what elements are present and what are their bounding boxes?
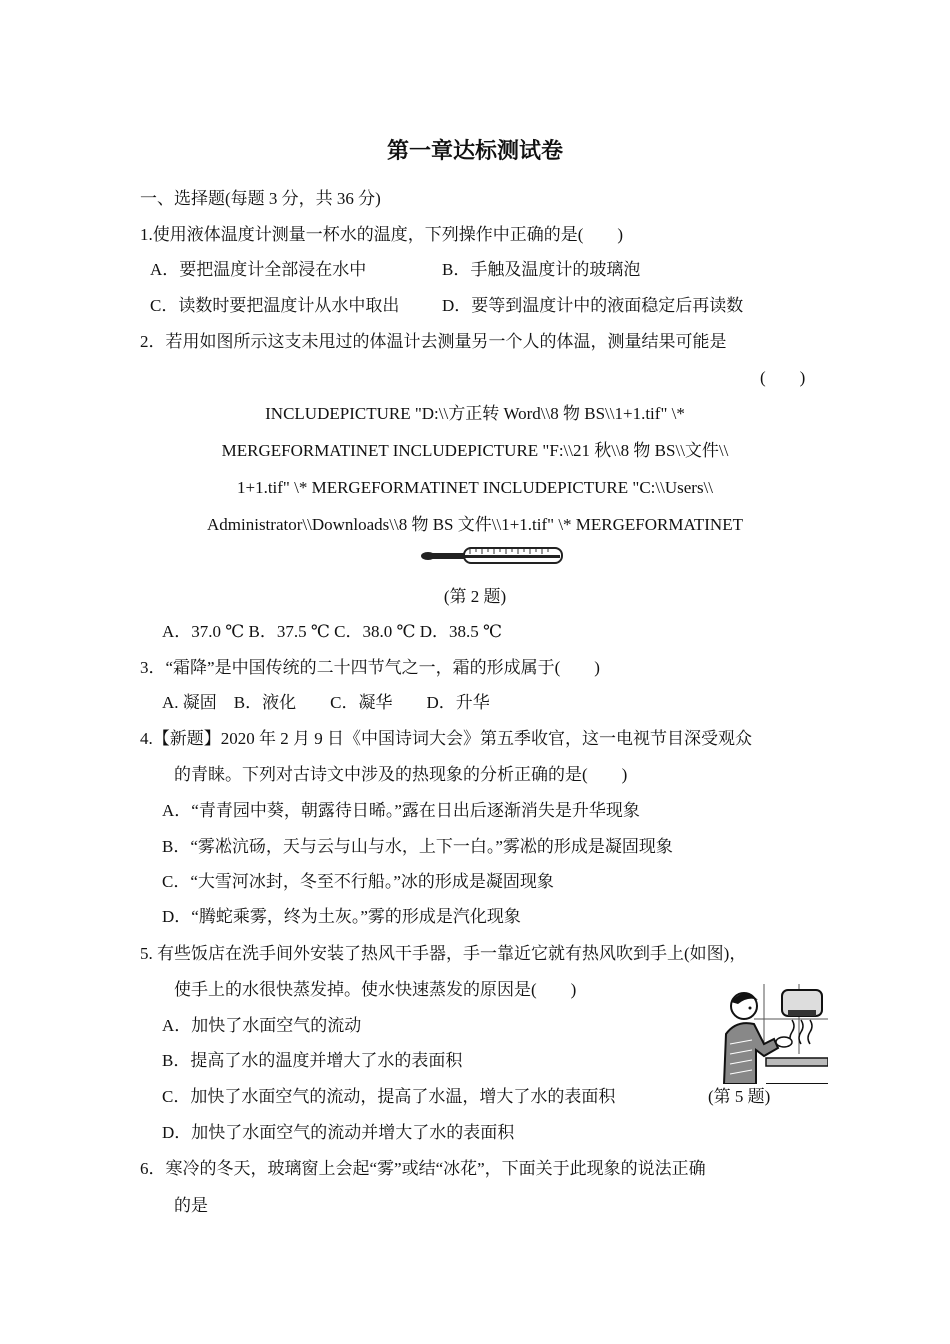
q4-option-d: D．“腾蛇乘雾，终为土灰。”雾的形成是汽化现象 (162, 907, 521, 926)
q1-option-a: A．要把温度计全部浸在水中 (150, 260, 367, 279)
q3-stem: 3．“霜降”是中国传统的二十四节气之一，霜的形成属于( ) (140, 658, 600, 677)
q5-stem-cont: 使手上的水很快蒸发掉。使水快速蒸发的原因是( ) (174, 980, 577, 999)
q2-include-line: Administrator\\Downloads\\8 物 BS 文件\\1+1.tif" \* MERGEFORMATINET (207, 515, 743, 534)
q5-option-a: A．加快了水面空气的流动 (162, 1016, 362, 1035)
q6-stem: 6．寒冷的冬天，玻璃窗上会起“雾”或结“冰花”，下面关于此现象的说法正确 (140, 1159, 706, 1178)
q5-option-d: D．加快了水面空气的流动并增大了水的表面积 (162, 1123, 515, 1142)
q4-stem-cont: 的青睐。下列对古诗文中涉及的热现象的分析正确的是( ) (174, 765, 628, 784)
q5-option-c: C．加快了水面空气的流动，提高了水温，增大了水的表面积 (162, 1087, 616, 1106)
q2-include-line: MERGEFORMATINET INCLUDEPICTURE "F:\\21 秋\\8 物 BS\\文件\\ (221, 441, 729, 460)
q1-option-b: B．手触及温度计的玻璃泡 (442, 260, 641, 279)
q1-option-c: C．读数时要把温度计从水中取出 (150, 296, 400, 315)
thermometer-figure (420, 545, 565, 567)
q4-stem: 4.【新题】2020 年 2 月 9 日《中国诗词大会》第五季收官，这一电视节目深受观众 (140, 729, 752, 748)
q4-option-b: B．“雾凇沆砀，天与云与山与水，上下一白。”雾凇的形成是凝固现象 (162, 837, 673, 856)
q2-stem: 2．若用如图所示这支未甩过的体温计去测量另一个人的体温，测量结果可能是 (140, 332, 727, 351)
q1-stem: 1.使用液体温度计测量一杯水的温度，下列操作中正确的是( ) (140, 225, 624, 244)
q1-option-d: D．要等到温度计中的液面稳定后再读数 (442, 296, 744, 315)
q4-option-c: C．“大雪河冰封，冬至不行船。”冰的形成是凝固现象 (162, 872, 554, 891)
hand-dryer-figure (704, 984, 828, 1084)
q2-answer-paren: ( ) (760, 368, 806, 387)
q5-stem: 5. 有些饭店在洗手间外安装了热风干手器，手一靠近它就有热风吹到手上(如图)， (140, 944, 747, 963)
q3-options: A. 凝固 B．液化 C．凝华 D．升华 (162, 693, 490, 712)
page-title: 第一章达标测试卷 (386, 138, 563, 163)
q2-figure-caption: (第 2 题) (443, 587, 507, 606)
q4-option-a: A．“青青园中葵，朝露待日晞。”露在日出后逐渐消失是升华现象 (162, 801, 640, 820)
q5-option-b: B．提高了水的温度并增大了水的表面积 (162, 1051, 463, 1070)
q2-options: A．37.0 ℃ B．37.5 ℃ C．38.0 ℃ D．38.5 ℃ (162, 622, 503, 641)
q2-include-line: INCLUDEPICTURE "D:\\方正转 Word\\8 物 BS\\1+1.tif" \* (265, 404, 685, 423)
q2-include-line: 1+1.tif" \* MERGEFORMATINET INCLUDEPICTURE "C:\\Users\\ (236, 478, 714, 497)
q6-stem-cont: 的是 (174, 1196, 208, 1215)
section-heading: 一、选择题(每题 3 分，共 36 分) (140, 189, 381, 208)
q5-figure-caption: (第 5 题) (708, 1087, 771, 1106)
